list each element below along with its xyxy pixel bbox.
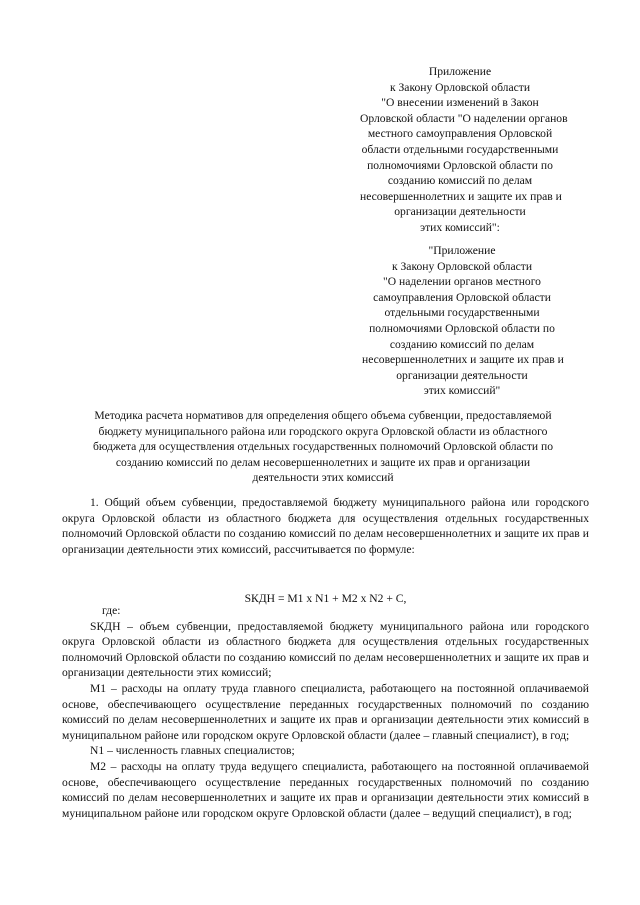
where-label: где:: [102, 604, 121, 617]
header-line: этих комиссий": [423, 384, 501, 398]
header-line: созданию комиссий по делам: [389, 337, 535, 351]
definition-n1: N1 – численность главных специалистов;: [90, 744, 295, 758]
header-line: "О внесении изменений в Закон: [381, 96, 539, 110]
title-line: Методика расчета нормативов для определения общего объема субвенции, предоставляемой: [94, 409, 552, 422]
title-line: созданию комиссий по делам несовершеннолетних и защите их прав и организации: [115, 455, 531, 469]
header-line: области отдельными государственными: [361, 142, 559, 156]
header-line: несовершеннолетних и защите их прав и: [362, 353, 564, 367]
subvention-formula: SКДН = М1 х N1 + М2 х N2 + С,: [244, 592, 407, 605]
appendix-header-original-law: [362, 243, 562, 399]
header-line: полномочиями Орловской области по: [367, 158, 553, 172]
header-line: самоуправления Орловской области: [373, 290, 551, 304]
definition-m1: М1 – расходы на оплату труда главного специалиста, работающего на постоянной оплачиваемой основе, обеспечивающего осуществление переданных государственных полномочий по созданию комиссий по делам несовершеннолетних и защите их прав и организации деятельности этих комиссий в муниципальном районе или городском округе Орловской области (далее – главный специалист), в год;: [62, 681, 589, 742]
header-line: местного самоуправления Орловской: [367, 127, 553, 141]
header-line: несовершеннолетних и защите их прав и: [360, 189, 562, 203]
header-line: этих комиссий":: [420, 220, 500, 234]
title-line: деятельности этих комиссий: [252, 471, 394, 485]
header-line: "Приложение: [428, 244, 496, 257]
definition-skdn: SКДН – объем субвенции, предоставляемой бюджету муниципального района или городского округа Орловской области из областного бюджета для осуществления отдельных государственных полномочий Орловской области по созданию комиссий по делам несовершеннолетних и защите их прав и организации деятельности этих комиссий;: [62, 619, 589, 680]
header-line: "О наделении органов местного: [383, 275, 541, 289]
formula-definitions: [62, 603, 589, 821]
header-line: отдельными государственными: [384, 306, 540, 320]
header-line: Орловской области "О наделении органов: [360, 111, 568, 125]
definition-m2: М2 – расходы на оплату труда ведущего специалиста, работающего на постоянной оплачиваемой основе, обеспечивающего осуществление переданных государственных полномочий по созданию комиссий по делам несовершеннолетних и защите их прав и организации деятельности этих комиссий в муниципальном районе или городском округе Орловской области (далее – ведущий специалист), в год;: [62, 759, 589, 820]
header-line: организации деятельности: [394, 205, 526, 219]
paragraph-1: [62, 495, 589, 557]
title-line: бюджета для осуществления отдельных государственных полномочий Орловской области по: [93, 440, 553, 454]
header-line: организации деятельности: [396, 368, 528, 382]
title-line: бюджету муниципального района или городского округа Орловской области из областного: [98, 424, 548, 438]
header-line: созданию комиссий по делам: [387, 174, 533, 188]
paragraph-text: 1. Общий объем субвенции, предоставляемой бюджету муниципального района или городского округа Орловской области из областного бюджета для осуществления отдельных государственных полномочий Орловской области по созданию комиссий по делам несовершеннолетних и защите их прав и организации деятельности этих комиссий, рассчитывается по формуле:: [62, 496, 589, 556]
appendix-header-amending-law: [360, 64, 568, 236]
header-line: полномочиями Орловской области по: [369, 321, 555, 335]
header-line: Приложение: [428, 65, 492, 78]
methodology-title: [58, 408, 588, 486]
header-line: к Закону Орловской области: [391, 259, 533, 273]
header-line: к Закону Орловской области: [389, 80, 531, 94]
